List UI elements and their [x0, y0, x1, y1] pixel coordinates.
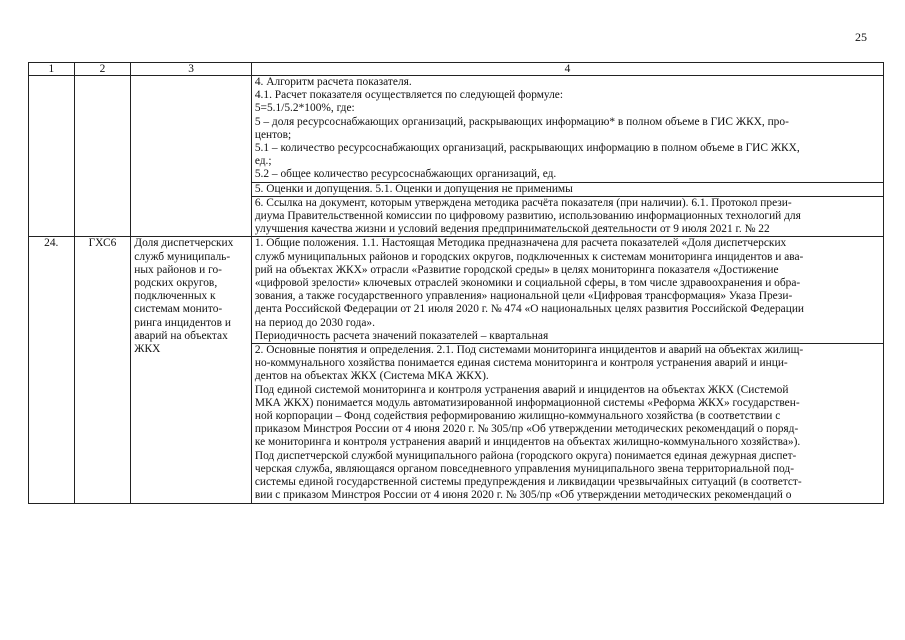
text-line: 6. Ссылка на документ, которым утверждена методика расчёта показателя (при наличии). 6.1. Протокол прези- [254, 196, 792, 209]
text-line: но-коммунального хозяйства понимается единая система мониторинга и контроля устранения аварий и инци- [254, 357, 788, 370]
text-line: приказом Минстроя России от 4 июня 2020 г. № 305/пр «Об утверждении методических рекомендаций о поряд- [254, 423, 799, 436]
text-line: ед.; [254, 155, 272, 168]
text-line: системам монито- [134, 303, 223, 316]
text-line: 5=5.1/5.2*100%, где: [254, 102, 355, 115]
text-line: вии с приказом Минстроя России от 4 июня 2020 г. № 305/пр «Об утверждении методических рекомендаций о [254, 489, 792, 502]
text-line: 5.2 – общее количество ресурсоснабжающих организаций, ед. [254, 168, 557, 181]
text-line: аварий на объектах [134, 329, 228, 342]
text-line: зования, а также государственного управления» национальной цели «Цифровая трансформация» Указа Прези- [254, 290, 793, 303]
text-line: Доля диспетчерских [134, 237, 234, 250]
text-line: служб муниципальных районов и городских округов, подключенных к системам мониторинга инцидентов и ава- [254, 250, 804, 263]
text-line: 5 – доля ресурсоснабжающих организаций, раскрывающих информацию* в полном объеме в ГИС ЖКХ, про- [254, 115, 789, 128]
text-line: МКА ЖКХ) понимается модуль автоматизированной информационной системы «Реформа ЖКХ» государствен- [254, 396, 800, 409]
indicators-table [28, 62, 884, 504]
row-name-cell [131, 237, 252, 503]
text-line: 5. Оценки и допущения. 5.1. Оценки и допущения не применимы [254, 182, 573, 195]
algorithm-block [252, 76, 883, 183]
text-line: 4. Алгоритм расчета показателя. [254, 76, 412, 88]
definitions-block [252, 344, 883, 502]
text-line: дента Российской Федерации от 21 июля 2020 г. № 474 «О национальных целях развития Российской Федерации [254, 303, 805, 316]
row-code-cell: ГХС6 [74, 237, 131, 503]
text-line: родских округов, [134, 277, 218, 290]
text-line: ных районов и го- [134, 263, 222, 276]
table-row [29, 76, 884, 237]
reference-block [252, 197, 883, 237]
table-row [29, 237, 884, 503]
general-provisions-block [252, 237, 883, 344]
header-row [29, 63, 884, 76]
methodology-cell [251, 237, 883, 503]
header-col-3: 3 [131, 63, 252, 76]
header-col-2: 2 [74, 63, 131, 76]
text-line: ринга инцидентов и [134, 316, 231, 329]
header-col-4: 4 [251, 63, 883, 76]
text-line: подключенных к [134, 290, 216, 303]
text-line: ЖКХ [134, 343, 161, 356]
text-line: дентов на объектах ЖКХ (Система МКА ЖКХ). [254, 370, 489, 383]
text-line: рий на объектах ЖКХ» отрасли «Развитие городской среды» в целях мониторинга показателя «Достижение [254, 263, 779, 276]
page-number: 25 [855, 30, 867, 44]
text-line: Под единой системой мониторинга и контроля устранения аварий и инцидентов на объектах ЖКХ (Системой [254, 383, 789, 396]
text-line: улучшения качества жизни и условий ведения предпринимательской деятельности от 9 июля 2021 г. № 22 [254, 223, 770, 236]
header-col-1: 1 [29, 63, 75, 76]
text-line: 5.1 – количество ресурсоснабжающих организаций, раскрывающих информацию в полном объеме в ГИС ЖКХ, [254, 142, 800, 155]
text-line: 4.1. Расчет показателя осуществляется по следующей формуле: [254, 89, 564, 102]
text-line: ной корпорации – Фонд содействия реформированию жилищно-коммунального хозяйства (в соответствии с [254, 410, 781, 423]
text-line: 1. Общие положения. 1.1. Настоящая Методика предназначена для расчета показателей «Доля диспетчерских [254, 237, 787, 250]
row-number-cell [29, 76, 75, 237]
text-line: 2. Основные понятия и определения. 2.1. Под системами мониторинга инцидентов и аварий на объектах жилищ- [254, 344, 804, 357]
text-line: Под диспетчерской службой муниципального района (городского округа) понимается единая дежурная диспет- [254, 449, 797, 462]
text-line: на период до 2030 года». [254, 316, 375, 329]
text-line: ке мониторинга и контроля устранения аварий и инцидентов на объектах жилищно-коммунального хозяйства»). [254, 436, 801, 449]
row-number-cell: 24. [29, 237, 75, 503]
text-line: Периодичность расчета значений показателей – квартальная [254, 329, 549, 342]
text-line: диума Правительственной комиссии по цифровому развитию, использованию информационных технологий для [254, 210, 801, 223]
row-code-cell [74, 76, 131, 237]
text-line: центов; [254, 128, 292, 141]
text-line: системы единой государственной системы предупреждения и ликвидации чрезвычайных ситуаций (в соответст- [254, 476, 802, 489]
text-line: «цифровой зрелости» ключевых отраслей экономики и социальной сферы, в том числе здравоохранения и обра- [254, 277, 801, 290]
text-line: черская служба, являющаяся органом повседневного управления муниципального звена территориальной под- [254, 462, 794, 475]
row-name-cell [131, 76, 252, 237]
assumptions-block [252, 183, 883, 197]
text-line: служб муниципаль- [134, 250, 231, 263]
methodology-cell [251, 76, 883, 237]
